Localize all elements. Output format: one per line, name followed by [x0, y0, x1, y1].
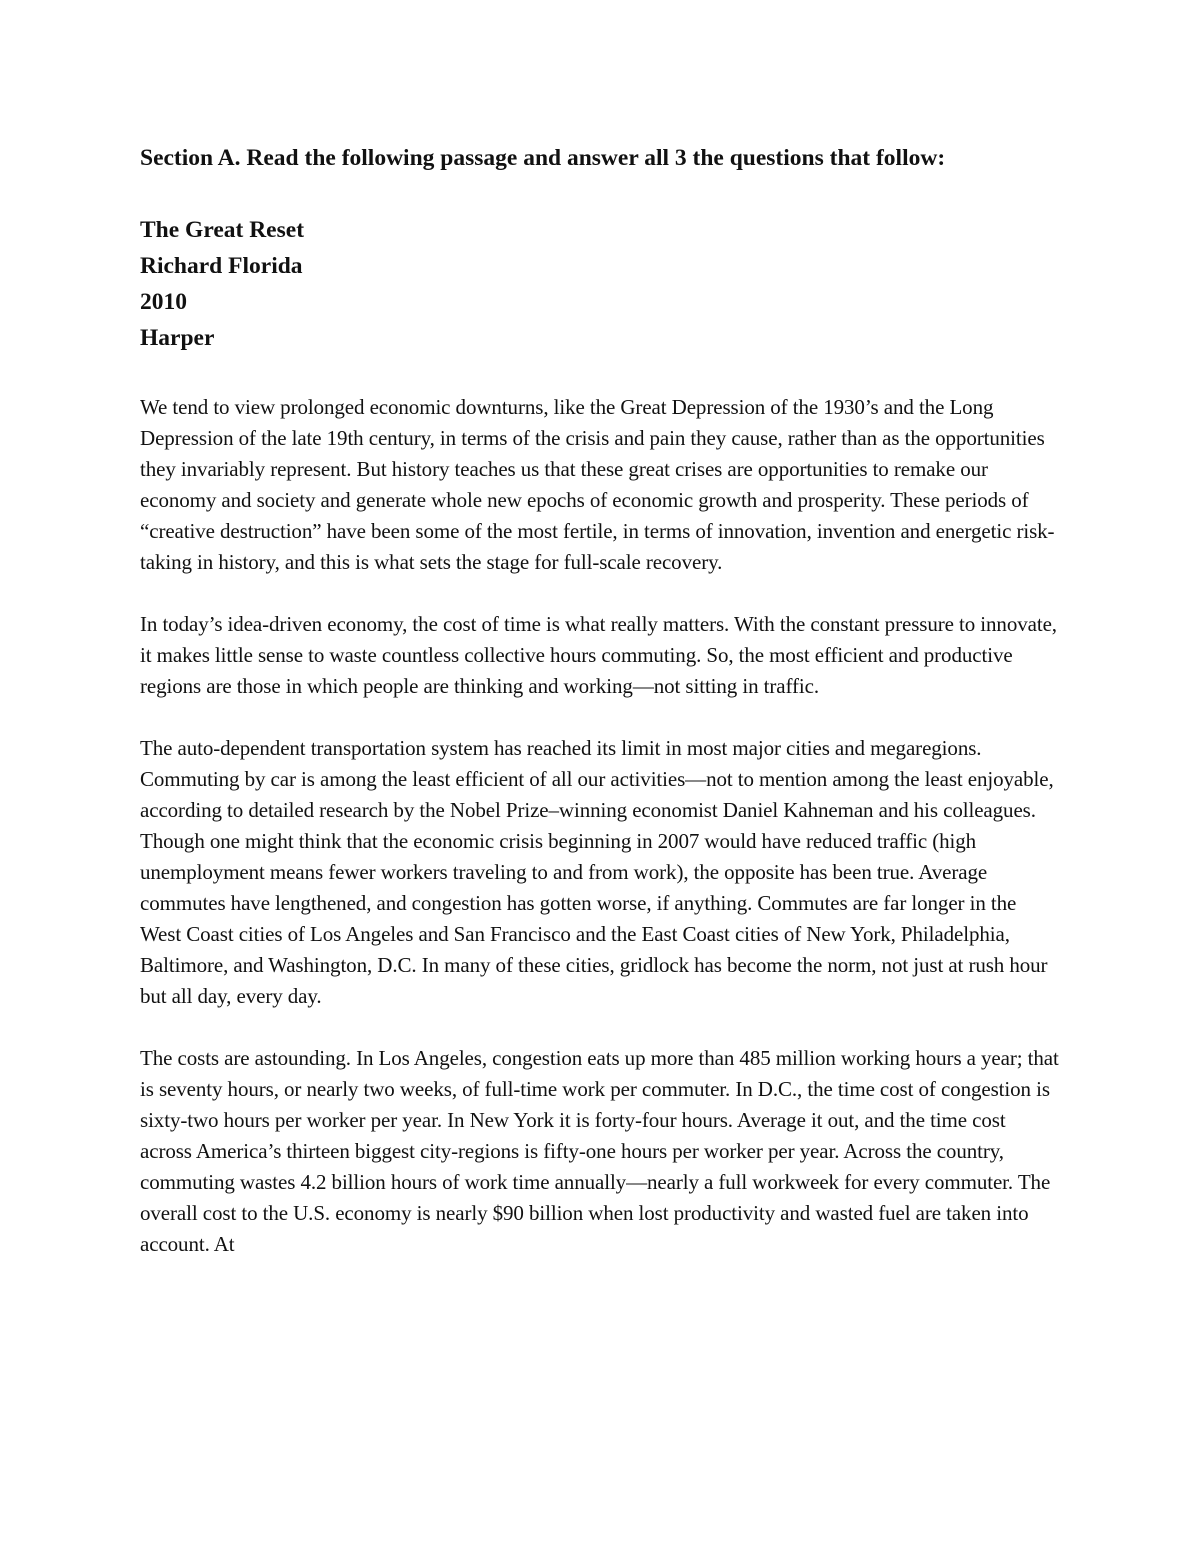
- book-author: Richard Florida: [140, 253, 303, 279]
- book-title: The Great Reset: [140, 217, 305, 243]
- page-content: [140, 140, 1062, 1260]
- passage-paragraph-4: The costs are astounding. In Los Angeles, congestion eats up more than 485 million working hours a year; that is seventy hours, or nearly two weeks, of full-time work per commuter. In D.C., the time cost of congestion is sixty-two hours per worker per year. In New York it is forty-four hours. Average it out, and the time cost across America’s thirteen biggest city-regions is fifty-one hours per worker per year. Across the country, commuting wastes 4.2 billion hours of work time annually—nearly a full workweek for every commuter. The overall cost to the U.S. economy is nearly $90 billion when lost productivity and wasted fuel are taken into account. At: [140, 1046, 1059, 1256]
- source-citation: [140, 212, 1062, 356]
- book-year: 2010: [140, 289, 187, 315]
- passage-paragraph-2: In today’s idea-driven economy, the cost of time is what really matters. With the constant pressure to innovate, it makes little sense to waste countless collective hours commuting. So, the most efficient and productive regions are those in which people are thinking and working—not sitting in traffic.: [140, 612, 1057, 698]
- section-heading: Section A. Read the following passage and answer all 3 the questions that follow:: [140, 145, 946, 171]
- passage-paragraph-3: The auto-dependent transportation system has reached its limit in most major cities and megaregions. Commuting by car is among the least efficient of all our activities—not to mention among the least enjoyable, according to detailed research by the Nobel Prize–winning economist Daniel Kahneman and his colleagues. Though one might think that the economic crisis beginning in 2007 would have reduced traffic (high unemployment means fewer workers traveling to and from work), the opposite has been true. Average commutes have lengthened, and congestion has gotten worse, if anything. Commutes are far longer in the West Coast cities of Los Angeles and San Francisco and the East Coast cities of New York, Philadelphia, Baltimore, and Washington, D.C. In many of these cities, gridlock has become the norm, not just at rush hour but all day, every day.: [140, 736, 1054, 1008]
- book-publisher: Harper: [140, 325, 215, 351]
- passage-paragraph-1: We tend to view prolonged economic downturns, like the Great Depression of the 1930’s and the Long Depression of the late 19th century, in terms of the crisis and pain they cause, rather than as the opportunities they invariably represent. But history teaches us that these great crises are opportunities to remake our economy and society and generate whole new epochs of economic growth and prosperity. These periods of “creative destruction” have been some of the most fertile, in terms of innovation, invention and energetic risk-taking in history, and this is what sets the stage for full-scale recovery.: [140, 395, 1055, 574]
